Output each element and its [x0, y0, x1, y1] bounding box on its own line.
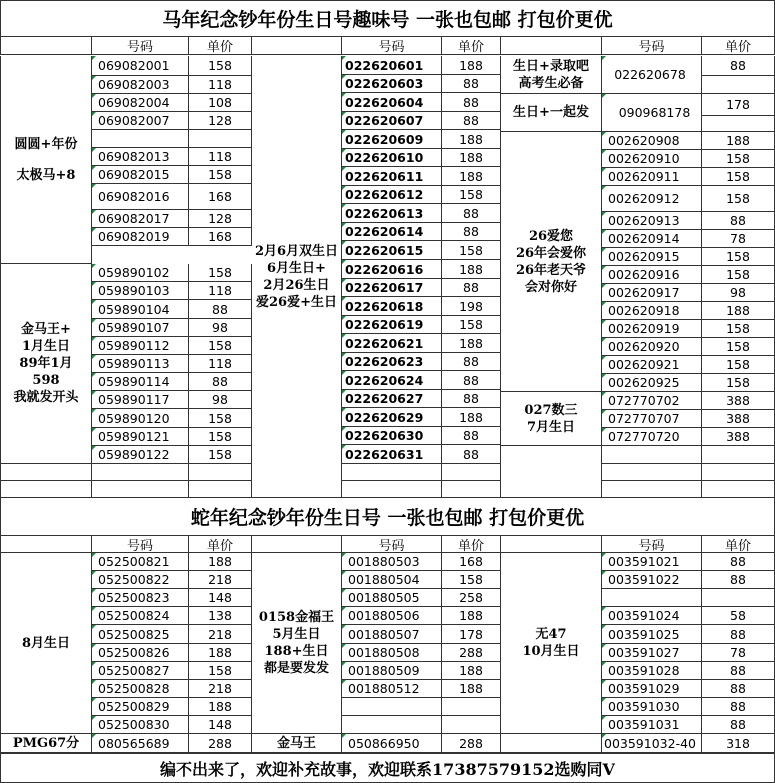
- serial-number-cell: 003591021: [602, 553, 702, 571]
- price-cell: 88: [442, 390, 501, 408]
- horse-group-b-label-line: 1月生日: [21, 339, 71, 354]
- serial-number-cell: 002620910: [602, 150, 702, 168]
- serial-number-cell: 069082019: [92, 228, 189, 246]
- serial-number-cell: 059890121: [92, 428, 189, 446]
- price-cell: 168: [189, 184, 252, 210]
- empty-cell: [702, 446, 775, 464]
- serial-number-cell: 001880506: [342, 607, 442, 625]
- price-cell: [442, 698, 501, 716]
- serial-number-cell: 001880504: [342, 571, 442, 589]
- horse-group-b-label: [0, 264, 92, 464]
- serial-number-cell: 001880512: [342, 680, 442, 698]
- price-cell: 88: [702, 716, 775, 734]
- price-cell: 158: [702, 168, 775, 186]
- serial-number-cell: 090968178: [602, 94, 702, 132]
- serial-number-cell: 052500821: [92, 553, 189, 571]
- serial-number-cell: 001880509: [342, 662, 442, 680]
- snake-left-label: [0, 553, 92, 734]
- serial-number-cell: 002620925: [602, 374, 702, 392]
- serial-number-cell: 022620631: [342, 445, 442, 464]
- price-cell: [702, 589, 775, 607]
- price-cell: 218: [189, 680, 252, 698]
- price-cell: 88: [442, 75, 501, 93]
- header-price: 单价: [189, 37, 252, 55]
- empty-cell: [189, 481, 252, 498]
- price-cell: 188: [189, 698, 252, 716]
- price-cell: 118: [189, 282, 252, 300]
- horse-group-b-label-line: 598: [32, 373, 60, 388]
- price-cell: 88: [702, 625, 775, 644]
- header-number: 号码: [342, 37, 442, 55]
- serial-number-cell: 001880503: [342, 553, 442, 571]
- snake-extra-mid-label: 金马王: [252, 734, 342, 753]
- price-cell: 198: [442, 297, 501, 316]
- price-cell: 108: [189, 94, 252, 112]
- serial-number-cell: 022620615: [342, 241, 442, 260]
- serial-number-cell: 059890107: [92, 319, 189, 337]
- serial-number-cell: 002620915: [602, 248, 702, 266]
- snake-title: 蛇年纪念钞年份生日号 一张也包邮 打包价更优: [0, 498, 775, 536]
- snake-right-label-line: 无47: [535, 627, 567, 642]
- serial-number-cell: 072770707: [602, 410, 702, 428]
- header-price: 单价: [442, 536, 501, 553]
- price-cell: 158: [702, 320, 775, 338]
- serial-number-cell: 059890114: [92, 373, 189, 391]
- empty-cell: [0, 464, 92, 481]
- price-cell: 158: [442, 571, 501, 589]
- price-cell: 88: [442, 204, 501, 223]
- price-cell: 148: [189, 716, 252, 734]
- serial-number-cell: 002620917: [602, 284, 702, 302]
- serial-number-cell: 069082017: [92, 210, 189, 228]
- serial-number-cell: 022620603: [342, 75, 442, 93]
- price-cell: 178: [442, 625, 501, 644]
- snake-mid-label: [252, 553, 342, 734]
- empty-cell: [702, 464, 775, 481]
- header-blank: [0, 536, 92, 553]
- empty-cell: [702, 116, 775, 132]
- price-cell: [442, 716, 501, 734]
- empty-cell: [501, 734, 602, 753]
- price-cell: 118: [189, 76, 252, 94]
- serial-number-cell: [342, 716, 442, 734]
- horse-group26-label: [501, 132, 602, 392]
- header-number: 号码: [342, 536, 442, 553]
- header-price: 单价: [442, 37, 501, 55]
- price-cell: 88: [442, 445, 501, 464]
- price-cell: 188: [702, 132, 775, 150]
- price-cell: 158: [702, 338, 775, 356]
- horse-group-a-label: [0, 56, 92, 264]
- horse-special1-label: [501, 56, 602, 94]
- horse-special1-label-line: 生日+录取吧: [513, 58, 589, 74]
- price-cell: 158: [189, 446, 252, 464]
- price-cell: 158: [702, 374, 775, 392]
- serial-number-cell: 022620607: [342, 112, 442, 130]
- serial-number-cell: 022620617: [342, 279, 442, 297]
- header-price: 单价: [702, 37, 775, 55]
- price-cell: 188: [442, 680, 501, 698]
- serial-number-cell: 001880507: [342, 625, 442, 644]
- serial-number-cell: 002620916: [602, 266, 702, 284]
- serial-number-cell: 059890122: [92, 446, 189, 464]
- serial-number-cell: 022620624: [342, 371, 442, 390]
- empty-cell: [602, 446, 702, 464]
- price-cell: 388: [702, 428, 775, 446]
- horse-mid-label-line: 2月6月双生日: [254, 243, 339, 259]
- empty-cell: [602, 464, 702, 481]
- serial-number-cell: 022620613: [342, 204, 442, 223]
- horse-special2-label: [501, 94, 602, 132]
- price-cell: 288: [442, 734, 501, 753]
- serial-number-cell: 002620918: [602, 302, 702, 320]
- price-cell: 118: [189, 148, 252, 166]
- serial-number-cell: 059890120: [92, 409, 189, 428]
- price-cell: 288: [442, 644, 501, 662]
- price-cell: 98: [702, 284, 775, 302]
- price-cell: 78: [702, 644, 775, 662]
- price-cell: 178: [702, 94, 775, 116]
- serial-number-cell: 022620612: [342, 186, 442, 204]
- serial-number-cell: 052500829: [92, 698, 189, 716]
- price-cell: 88: [442, 279, 501, 297]
- snake-mid-label-line: 0158金福王: [258, 610, 335, 625]
- snake-extra-left-label: PMG67分: [0, 734, 92, 753]
- header-blank: [252, 37, 342, 55]
- price-cell: 188: [442, 149, 501, 167]
- price-cell: 88: [702, 212, 775, 230]
- serial-number-cell: 059890117: [92, 391, 189, 409]
- price-cell: 88: [702, 56, 775, 76]
- horse-group027-label-line: 7月生日: [526, 419, 576, 435]
- price-cell: 188: [442, 408, 501, 427]
- serial-number-cell: 022620619: [342, 316, 442, 334]
- serial-number-cell: 080565689: [92, 734, 189, 753]
- horse-mid-label-line: 爱26爱+生日: [256, 294, 337, 310]
- price-cell: 168: [189, 228, 252, 246]
- price-cell: 188: [442, 167, 501, 186]
- header-number: 号码: [602, 37, 702, 55]
- serial-number-cell: 072770702: [602, 392, 702, 410]
- serial-number-cell: 022620629: [342, 408, 442, 427]
- serial-number-cell: 022620623: [342, 353, 442, 371]
- serial-number-cell: 052500825: [92, 625, 189, 644]
- price-cell: 258: [442, 589, 501, 607]
- price-cell: 188: [442, 334, 501, 353]
- footer-contact: 编不出来了，欢迎补充故事，欢迎联系17387579152选购同V: [0, 753, 775, 783]
- horse-group027-label-line: 027数三: [524, 402, 578, 418]
- price-cell: 88: [702, 571, 775, 589]
- serial-number-cell: 003591027: [602, 644, 702, 662]
- serial-number-cell: 072770720: [602, 428, 702, 446]
- price-cell: 318: [702, 734, 775, 753]
- price-cell: 158: [702, 356, 775, 374]
- serial-number-cell: [602, 589, 702, 607]
- serial-number-cell: 002620914: [602, 230, 702, 248]
- price-cell: 188: [442, 130, 501, 149]
- empty-cell: [92, 481, 189, 498]
- serial-number-cell: 069082013: [92, 148, 189, 166]
- serial-number-cell: 002620912: [602, 186, 702, 212]
- empty-cell: [442, 481, 501, 498]
- serial-number-cell: 022620616: [342, 260, 442, 279]
- price-cell: 218: [189, 625, 252, 644]
- serial-number-cell: 069082016: [92, 184, 189, 210]
- header-price: 单价: [189, 536, 252, 553]
- serial-number-cell: 003591022: [602, 571, 702, 589]
- serial-number-cell: 022620609: [342, 130, 442, 149]
- empty-cell: [342, 481, 442, 498]
- serial-number-cell: 069082015: [92, 166, 189, 184]
- snake-right-label-line: 10月生日: [522, 644, 580, 659]
- price-cell: 88: [702, 662, 775, 680]
- serial-number-cell: 052500824: [92, 607, 189, 625]
- serial-number-cell: 052500828: [92, 680, 189, 698]
- serial-number-cell: 001880505: [342, 589, 442, 607]
- price-cell: 88: [189, 373, 252, 391]
- price-cell: 158: [189, 56, 252, 76]
- serial-number-cell: 059890103: [92, 282, 189, 300]
- price-cell: 288: [189, 734, 252, 753]
- price-cell: 188: [702, 302, 775, 320]
- serial-number-cell: 003591028: [602, 662, 702, 680]
- serial-number-cell: 022620627: [342, 390, 442, 408]
- serial-number-cell: 002620908: [602, 132, 702, 150]
- price-cell: 98: [189, 391, 252, 409]
- snake-left-label-line: 8月生日: [21, 635, 71, 651]
- price-cell: 188: [442, 607, 501, 625]
- serial-number-cell: 022620618: [342, 297, 442, 316]
- price-cell: 88: [702, 698, 775, 716]
- snake-right-label: [501, 553, 602, 734]
- header-blank: [501, 536, 602, 553]
- horse-group26-label-line: 26爱您: [528, 228, 574, 244]
- serial-number-cell: 069082003: [92, 76, 189, 94]
- price-cell: 88: [442, 353, 501, 371]
- horse-group26-label-line: 26年会爱你: [515, 245, 587, 261]
- header-blank: [252, 536, 342, 553]
- horse-group-b-label-line: 金马王+: [21, 322, 71, 337]
- price-cell: 158: [702, 150, 775, 168]
- price-cell: 118: [189, 355, 252, 373]
- price-cell: 168: [442, 553, 501, 571]
- header-number: 号码: [92, 37, 189, 55]
- serial-number-cell: 003591029: [602, 680, 702, 698]
- empty-cell: [501, 446, 602, 498]
- serial-number-cell: 052500830: [92, 716, 189, 734]
- price-cell: 88: [442, 371, 501, 390]
- serial-number-cell: 052500822: [92, 571, 189, 589]
- price-cell: 188: [189, 553, 252, 571]
- serial-number-cell: 002620913: [602, 212, 702, 230]
- price-cell: 188: [442, 662, 501, 680]
- price-cell: 98: [189, 319, 252, 337]
- serial-number-cell: 059890113: [92, 355, 189, 373]
- serial-number-cell: 002620911: [602, 168, 702, 186]
- horse-group26-label-line: 会对你好: [524, 279, 577, 295]
- empty-cell: [702, 481, 775, 498]
- price-cell: 188: [442, 56, 501, 75]
- serial-number-cell: 059890104: [92, 300, 189, 319]
- serial-number-cell: 003591032-40: [602, 734, 702, 753]
- horse-group26-label-line: 26年老天爷: [515, 262, 587, 278]
- horse-special1-label-line: 高考生必备: [518, 75, 584, 91]
- price-cell: 158: [189, 166, 252, 184]
- price-cell: 158: [189, 428, 252, 446]
- header-price: 单价: [702, 536, 775, 553]
- serial-number-cell: 022620611: [342, 167, 442, 186]
- price-cell: 88: [702, 680, 775, 698]
- snake-mid-label-line: 5月生日: [272, 627, 321, 642]
- serial-number-cell: 022620604: [342, 93, 442, 112]
- serial-number-cell: 059890102: [92, 264, 189, 282]
- price-cell: 88: [442, 427, 501, 445]
- price-cell: 158: [702, 186, 775, 212]
- horse-mid-label-line: 2月26生日: [263, 277, 330, 293]
- price-cell: 158: [189, 662, 252, 680]
- price-cell: 158: [189, 409, 252, 428]
- serial-number-cell: 022620630: [342, 427, 442, 445]
- serial-number-cell: 059890112: [92, 337, 189, 355]
- serial-number-cell: 050866950: [342, 734, 442, 753]
- serial-number-cell: 022620610: [342, 149, 442, 167]
- horse-title: 马年纪念钞年份生日号趣味号 一张也包邮 打包价更优: [0, 0, 775, 37]
- empty-cell: [0, 481, 92, 498]
- price-cell: 128: [189, 210, 252, 228]
- serial-number-cell: 052500827: [92, 662, 189, 680]
- empty-cell: [92, 464, 189, 481]
- serial-number-cell: 052500823: [92, 589, 189, 607]
- price-cell: 88: [702, 553, 775, 571]
- price-cell: 218: [189, 571, 252, 589]
- snake-mid-label-line: 188+生日: [264, 644, 329, 659]
- price-cell: 78: [702, 230, 775, 248]
- empty-cell: [602, 481, 702, 498]
- price-cell: 158: [442, 186, 501, 204]
- serial-number-cell: [92, 130, 189, 148]
- serial-number-cell: 003591031: [602, 716, 702, 734]
- serial-number-cell: 003591024: [602, 607, 702, 625]
- price-cell: 158: [442, 241, 501, 260]
- price-cell: 158: [189, 264, 252, 282]
- price-cell: 88: [442, 93, 501, 112]
- serial-number-cell: 003591030: [602, 698, 702, 716]
- serial-number-cell: 001880508: [342, 644, 442, 662]
- empty-cell: [702, 76, 775, 94]
- price-cell: [189, 130, 252, 148]
- serial-number-cell: 002620921: [602, 356, 702, 374]
- serial-number-cell: 022620678: [602, 56, 702, 94]
- header-blank: [501, 37, 602, 55]
- serial-number-cell: 069082004: [92, 94, 189, 112]
- serial-number-cell: 022620601: [342, 56, 442, 75]
- horse-group-a-label-line: 圆圆+年份: [14, 136, 78, 152]
- snake-mid-label-line: 都是要发发: [263, 661, 329, 676]
- serial-number-cell: 002620920: [602, 338, 702, 356]
- serial-number-cell: 002620919: [602, 320, 702, 338]
- serial-number-cell: 069082001: [92, 56, 189, 76]
- price-cell: 88: [189, 300, 252, 319]
- price-cell: 88: [442, 223, 501, 241]
- price-cell: 128: [189, 112, 252, 130]
- serial-number-cell: [342, 698, 442, 716]
- horse-group-b-label-line: 我就发开头: [13, 390, 79, 405]
- horse-mid-label: [252, 56, 342, 498]
- price-cell: 188: [442, 260, 501, 279]
- horse-group027-label: [501, 392, 602, 446]
- serial-number-cell: 052500826: [92, 644, 189, 662]
- serial-number-cell: 022620621: [342, 334, 442, 353]
- horse-special2-label-line: 生日+一起发: [513, 105, 589, 120]
- price-cell: 188: [189, 644, 252, 662]
- empty-cell: [442, 464, 501, 481]
- serial-number-cell: 003591025: [602, 625, 702, 644]
- price-cell: 158: [702, 266, 775, 284]
- price-cell: 158: [442, 316, 501, 334]
- price-cell: 158: [702, 248, 775, 266]
- empty-cell: [189, 464, 252, 481]
- serial-number-cell: 022620614: [342, 223, 442, 241]
- horse-group-a-label-line: 太极马+8: [16, 167, 76, 183]
- header-number: 号码: [602, 536, 702, 553]
- price-cell: 88: [442, 112, 501, 130]
- header-blank: [0, 37, 92, 55]
- price-cell: 148: [189, 589, 252, 607]
- price-cell: 388: [702, 410, 775, 428]
- header-number: 号码: [92, 536, 189, 553]
- price-cell: 158: [189, 337, 252, 355]
- price-cell: 58: [702, 607, 775, 625]
- price-cell: 138: [189, 607, 252, 625]
- empty-cell: [342, 464, 442, 481]
- price-cell: 388: [702, 392, 775, 410]
- horse-group-b-label-line: 89年1月: [19, 356, 73, 371]
- serial-number-cell: 069082007: [92, 112, 189, 130]
- horse-mid-label-line: 6月生日+: [267, 260, 326, 276]
